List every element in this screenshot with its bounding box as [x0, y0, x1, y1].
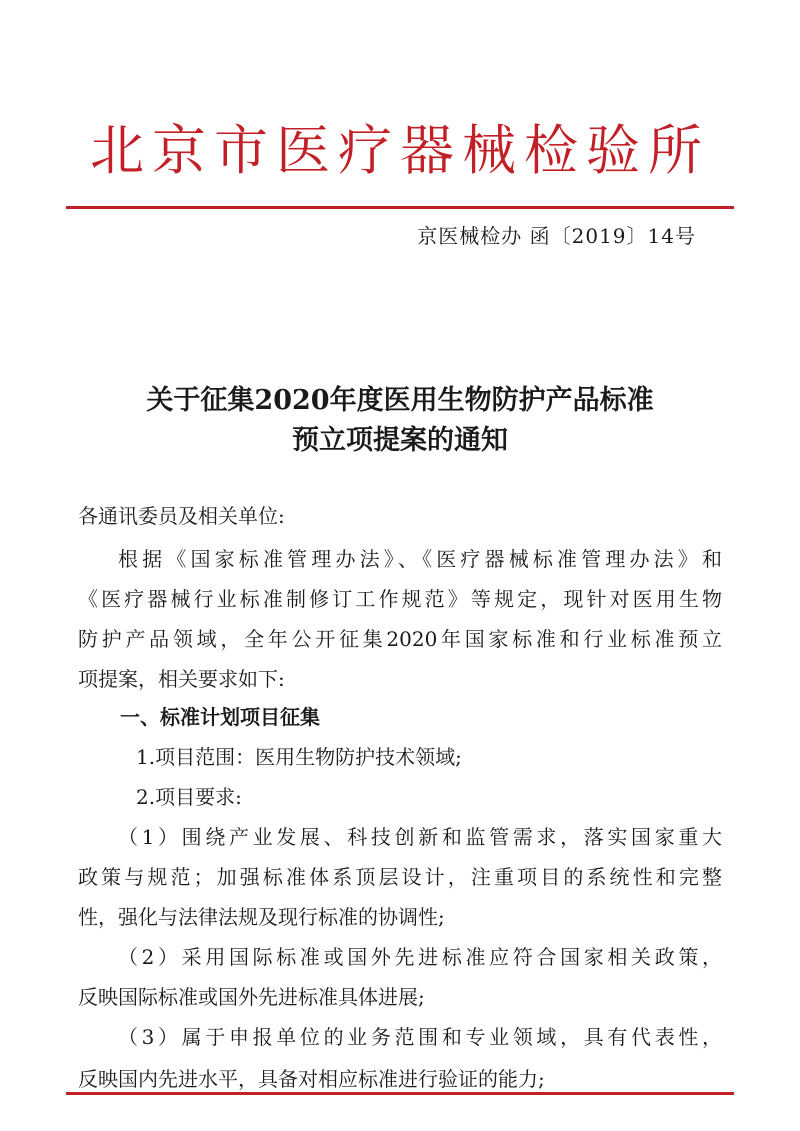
- requirement-2-line-2: 反映国际标准或国外先进标准具体进展;: [78, 985, 425, 1009]
- letterhead-top-rule: [66, 206, 734, 209]
- requirement-2-line-1: （2）采用国际标准或国外先进标准应符合国家相关政策，: [118, 945, 722, 969]
- requirement-1-line-3: 性，强化与法律法规及现行标准的协调性;: [78, 905, 445, 929]
- item-2: 2.项目要求:: [136, 785, 242, 809]
- intro-line-4: 项提案，相关要求如下:: [78, 667, 285, 691]
- requirement-3-line-1: （3）属于申报单位的业务范围和专业领域，具有代表性，: [118, 1025, 722, 1049]
- section-1-heading: 一、标准计划项目征集: [120, 705, 320, 729]
- requirement-3-line-2: 反映国内先进水平，具备对相应标准进行验证的能力;: [78, 1067, 545, 1091]
- requirement-1-line-1: （1）围绕产业发展、科技创新和监管需求，落实国家重大: [118, 825, 722, 849]
- requirement-1-line-2: 政策与规范；加强标准体系顶层设计，注重项目的系统性和完整: [78, 865, 722, 889]
- intro-line-2: 《医疗器械行业标准制修订工作规范》等规定，现针对医用生物: [78, 587, 722, 611]
- intro-line-3: 防护产品领域，全年公开征集2020年国家标准和行业标准预立: [78, 627, 722, 651]
- salutation: 各通讯委员及相关单位:: [78, 504, 285, 528]
- letterhead-organization: 北京市医疗器械检验所: [90, 119, 710, 182]
- footer-rule: [66, 1092, 734, 1095]
- intro-line-1: 根据《国家标准管理办法》、《医疗器械标准管理办法》和: [118, 547, 722, 571]
- notice-title-line-1: 关于征集2020年度医用生物防护产品标准: [146, 385, 654, 416]
- notice-title-line-2: 预立项提案的通知: [292, 425, 508, 456]
- item-1: 1.项目范围：医用生物防护技术领域;: [136, 745, 462, 769]
- document-number: 京医械检办 函〔2019〕14号: [417, 224, 696, 248]
